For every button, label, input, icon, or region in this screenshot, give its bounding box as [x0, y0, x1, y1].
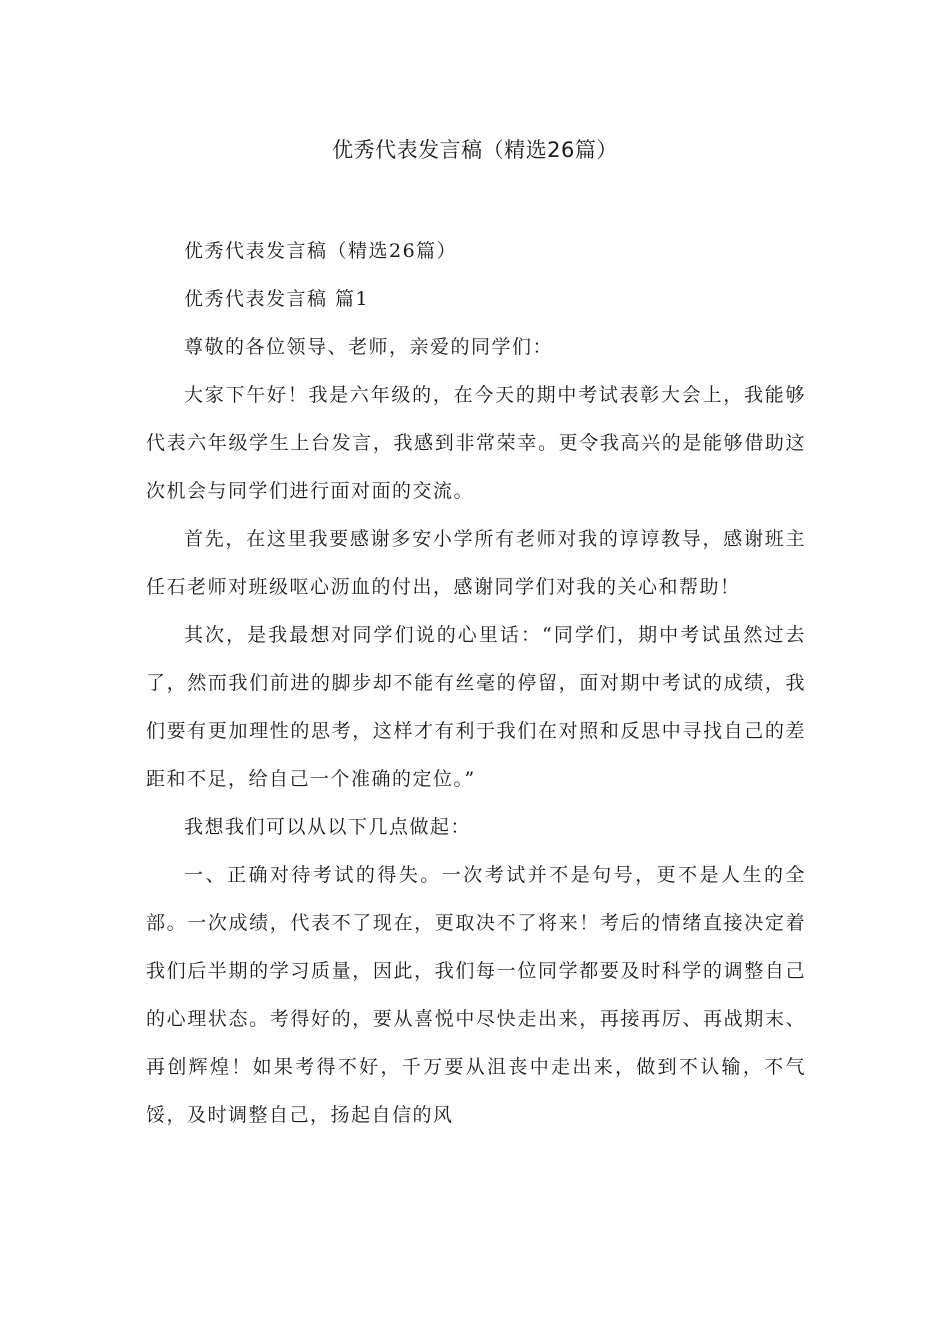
paragraph-section-heading: 优秀代表发言稿 篇1 — [184, 288, 370, 310]
paragraph-thanks: 首先，在这里我要感谢多安小学所有老师对我的谆谆教导，感谢班主任石老师对班级呕心沥血的付出，感谢同学们对我的关心和帮助！ — [146, 528, 806, 598]
paragraph-intro-points: 我想我们可以从以下几点做起： — [184, 816, 472, 838]
paragraph-point-one: 一、正确对待考试的得失。一次考试并不是句号，更不是人生的全部。一次成绩，代表不了现在，更取决不了将来！考后的情绪直接决定着我们后半期的学习质量，因此，我们每一位同学都要及时科学的调整自己的心理状态。考得好的，要从喜悦中尽快走出来，再接再厉、再战期末、再创辉煌！如果考得不好，千万要从沮丧中走出来，做到不认输，不气馁，及时调整自己，扬起自信的风 — [146, 864, 806, 1126]
paragraph-greeting: 大家下午好！我是六年级的，在今天的期中考试表彰大会上，我能够代表六年级学生上台发言，我感到非常荣幸。更令我高兴的是能够借助这次机会与同学们进行面对面的交流。 — [146, 384, 806, 502]
paragraph-message: 其次，是我最想对同学们说的心里话：“同学们，期中考试虽然过去了，然而我们前进的脚步却不能有丝毫的停留，面对期中考试的成绩，我们要有更加理性的思考，这样才有利于我们在对照和反思中寻找自己的差距和不足，给自己一个准确的定位。” — [146, 624, 806, 790]
document-body — [146, 227, 806, 1139]
paragraph-salutation: 尊敬的各位领导、老师，亲爱的同学们： — [184, 336, 554, 358]
document-title: 优秀代表发言稿（精选26篇） — [332, 138, 618, 162]
paragraph-subtitle: 优秀代表发言稿（精选26篇） — [184, 240, 458, 262]
